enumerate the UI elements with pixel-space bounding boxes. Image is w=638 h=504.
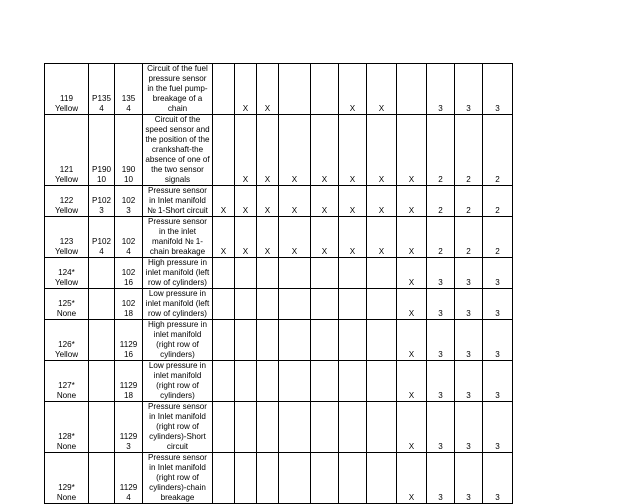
table-row: [45, 361, 513, 402]
mark-cell: [235, 453, 257, 504]
mark-cell: 3: [427, 453, 455, 504]
mark-cell: [279, 320, 311, 361]
mark-cell: [213, 361, 235, 402]
mark-cell: [257, 361, 279, 402]
mark-cell: 2: [455, 186, 483, 217]
description-cell: Pressure sensor in Inlet manifold № 1-Short circuit: [143, 186, 213, 217]
fault-code: 129*: [58, 483, 75, 492]
fault-code-cell: [45, 115, 89, 186]
mark-cell: [339, 258, 367, 289]
number-cell: 1129 4: [115, 453, 143, 504]
mark-cell: [257, 289, 279, 320]
mark-cell: 3: [427, 64, 455, 115]
mark-cell: [213, 258, 235, 289]
mark-cell: 2: [455, 115, 483, 186]
mark-cell: X: [339, 64, 367, 115]
table-row: [45, 453, 513, 504]
mark-cell: X: [213, 217, 235, 258]
p-code-cell: [89, 258, 115, 289]
mark-cell: [213, 64, 235, 115]
mark-cell: X: [339, 186, 367, 217]
mark-cell: [339, 289, 367, 320]
number-cell: 102 3: [115, 186, 143, 217]
mark-cell: 3: [427, 320, 455, 361]
mark-cell: [339, 402, 367, 453]
mark-cell: X: [235, 115, 257, 186]
fault-code: 119: [60, 94, 73, 103]
lamp-color: Yellow: [54, 350, 79, 359]
mark-cell: X: [367, 115, 397, 186]
mark-cell: X: [367, 217, 397, 258]
mark-cell: 2: [427, 115, 455, 186]
description-cell: Pressure sensor in the inlet manifold № 1-chain breakage: [143, 217, 213, 258]
mark-cell: [367, 289, 397, 320]
fault-code-cell: [45, 289, 89, 320]
table-row: [45, 217, 513, 258]
fault-code: 124*: [58, 268, 75, 277]
mark-cell: 2: [427, 217, 455, 258]
description-cell: High pressure in inlet manifold (right row of cylinders): [143, 320, 213, 361]
lamp-color: Yellow: [54, 175, 79, 184]
p-code-cell: [89, 361, 115, 402]
mark-cell: 2: [483, 186, 513, 217]
mark-cell: X: [279, 186, 311, 217]
mark-cell: [213, 115, 235, 186]
table-row: [45, 320, 513, 361]
mark-cell: 3: [483, 361, 513, 402]
fault-code-cell: [45, 64, 89, 115]
fault-code: 127*: [58, 381, 75, 390]
mark-cell: X: [397, 361, 427, 402]
mark-cell: 3: [483, 402, 513, 453]
mark-cell: 2: [427, 186, 455, 217]
mark-cell: [311, 258, 339, 289]
fault-code: 123: [59, 237, 74, 246]
table-row: [45, 64, 513, 115]
mark-cell: 3: [483, 258, 513, 289]
lamp-color: None: [56, 442, 77, 451]
description-cell: High pressure in inlet manifold (left row of cylinders): [143, 258, 213, 289]
mark-cell: X: [257, 186, 279, 217]
fault-code: 121: [59, 165, 74, 174]
mark-cell: [257, 453, 279, 504]
fault-code: 122: [59, 196, 74, 205]
mark-cell: [279, 402, 311, 453]
number-cell: 102 4: [115, 217, 143, 258]
mark-cell: X: [311, 217, 339, 258]
p-code-cell: [89, 320, 115, 361]
description-cell: Pressure sensor in Inlet manifold (right row of cylinders)-Short circuit: [143, 402, 213, 453]
mark-cell: X: [235, 217, 257, 258]
fault-code-cell: [45, 402, 89, 453]
fault-code-cell: [45, 186, 89, 217]
mark-cell: 3: [455, 64, 483, 115]
lamp-color: None: [56, 309, 77, 318]
mark-cell: [367, 361, 397, 402]
mark-cell: X: [279, 217, 311, 258]
p-code-cell: [89, 289, 115, 320]
fault-code-cell: [45, 217, 89, 258]
mark-cell: X: [397, 453, 427, 504]
mark-cell: [213, 402, 235, 453]
mark-cell: 3: [483, 64, 513, 115]
fault-code-cell: [45, 258, 89, 289]
mark-cell: 2: [483, 115, 513, 186]
number-cell: 102 16: [115, 258, 143, 289]
mark-cell: 2: [455, 217, 483, 258]
mark-cell: [213, 320, 235, 361]
mark-cell: [311, 320, 339, 361]
mark-cell: [311, 402, 339, 453]
table-row: [45, 258, 513, 289]
description-cell: Pressure sensor in Inlet manifold (right row of cylinders)-chain breakage: [143, 453, 213, 504]
table-row: [45, 186, 513, 217]
table-row: [45, 115, 513, 186]
table-row: [45, 402, 513, 453]
mark-cell: X: [397, 217, 427, 258]
description-cell: Circuit of the fuel pressure sensor in the fuel pump-breakage of a chain: [143, 64, 213, 115]
mark-cell: 3: [427, 361, 455, 402]
mark-cell: 3: [483, 289, 513, 320]
lamp-color: Yellow: [54, 206, 79, 215]
fault-code-cell: [45, 453, 89, 504]
mark-cell: 2: [483, 217, 513, 258]
mark-cell: 3: [455, 402, 483, 453]
mark-cell: [339, 320, 367, 361]
fault-code: 128*: [58, 432, 75, 441]
mark-cell: [311, 361, 339, 402]
mark-cell: 3: [483, 453, 513, 504]
p-code-cell: [89, 402, 115, 453]
mark-cell: [397, 64, 427, 115]
number-cell: 1129 18: [115, 361, 143, 402]
mark-cell: X: [339, 217, 367, 258]
mark-cell: [367, 320, 397, 361]
mark-cell: [279, 453, 311, 504]
description-cell: Low pressure in inlet manifold (right row of cylinders): [143, 361, 213, 402]
mark-cell: [367, 258, 397, 289]
table-row: [45, 289, 513, 320]
mark-cell: X: [397, 115, 427, 186]
mark-cell: X: [257, 64, 279, 115]
mark-cell: X: [397, 289, 427, 320]
number-cell: 1129 16: [115, 320, 143, 361]
mark-cell: 3: [455, 361, 483, 402]
p-code-cell: P190 10: [89, 115, 115, 186]
number-cell: 102 18: [115, 289, 143, 320]
mark-cell: [311, 64, 339, 115]
mark-cell: X: [311, 186, 339, 217]
fault-code-cell: [45, 320, 89, 361]
mark-cell: 3: [427, 402, 455, 453]
mark-cell: X: [397, 402, 427, 453]
mark-cell: X: [397, 258, 427, 289]
mark-cell: [367, 453, 397, 504]
p-code-cell: [89, 453, 115, 504]
fault-code-cell: [45, 361, 89, 402]
mark-cell: [235, 361, 257, 402]
mark-cell: [257, 258, 279, 289]
mark-cell: [235, 402, 257, 453]
mark-cell: [257, 320, 279, 361]
p-code-cell: P102 3: [89, 186, 115, 217]
mark-cell: X: [311, 115, 339, 186]
mark-cell: [279, 361, 311, 402]
description-cell: Low pressure in inlet manifold (left row of cylinders): [143, 289, 213, 320]
fault-code: 126*: [58, 340, 75, 349]
mark-cell: X: [257, 115, 279, 186]
mark-cell: [311, 289, 339, 320]
mark-cell: [311, 453, 339, 504]
mark-cell: X: [257, 217, 279, 258]
mark-cell: [235, 320, 257, 361]
number-cell: 135 4: [115, 64, 143, 115]
lamp-color: None: [56, 493, 77, 502]
lamp-color: Yellow: [54, 278, 79, 287]
mark-cell: X: [339, 115, 367, 186]
mark-cell: 3: [483, 320, 513, 361]
mark-cell: X: [397, 320, 427, 361]
mark-cell: 3: [455, 320, 483, 361]
mark-cell: [339, 361, 367, 402]
mark-cell: 3: [455, 289, 483, 320]
number-cell: 1129 3: [115, 402, 143, 453]
mark-cell: 3: [455, 258, 483, 289]
table-body: [45, 64, 513, 504]
mark-cell: [213, 453, 235, 504]
mark-cell: [213, 289, 235, 320]
mark-cell: [279, 289, 311, 320]
mark-cell: [235, 258, 257, 289]
mark-cell: X: [367, 186, 397, 217]
lamp-color: Yellow: [54, 247, 79, 256]
p-code-cell: P135 4: [89, 64, 115, 115]
mark-cell: [279, 258, 311, 289]
mark-cell: 3: [455, 453, 483, 504]
description-cell: Circuit of the speed sensor and the position of the crankshaft-the absence of one of the two sensor signals: [143, 115, 213, 186]
number-cell: 190 10: [115, 115, 143, 186]
mark-cell: X: [213, 186, 235, 217]
mark-cell: [235, 289, 257, 320]
mark-cell: [339, 453, 367, 504]
lamp-color: Yellow: [54, 104, 79, 113]
mark-cell: [279, 64, 311, 115]
mark-cell: X: [235, 186, 257, 217]
mark-cell: X: [279, 115, 311, 186]
fault-code-table: [44, 63, 513, 504]
lamp-color: None: [56, 391, 77, 400]
mark-cell: 3: [427, 258, 455, 289]
mark-cell: 3: [427, 289, 455, 320]
mark-cell: [257, 402, 279, 453]
fault-code: 125*: [58, 299, 75, 308]
mark-cell: [367, 402, 397, 453]
mark-cell: X: [235, 64, 257, 115]
mark-cell: X: [367, 64, 397, 115]
p-code-cell: P102 4: [89, 217, 115, 258]
mark-cell: X: [397, 186, 427, 217]
